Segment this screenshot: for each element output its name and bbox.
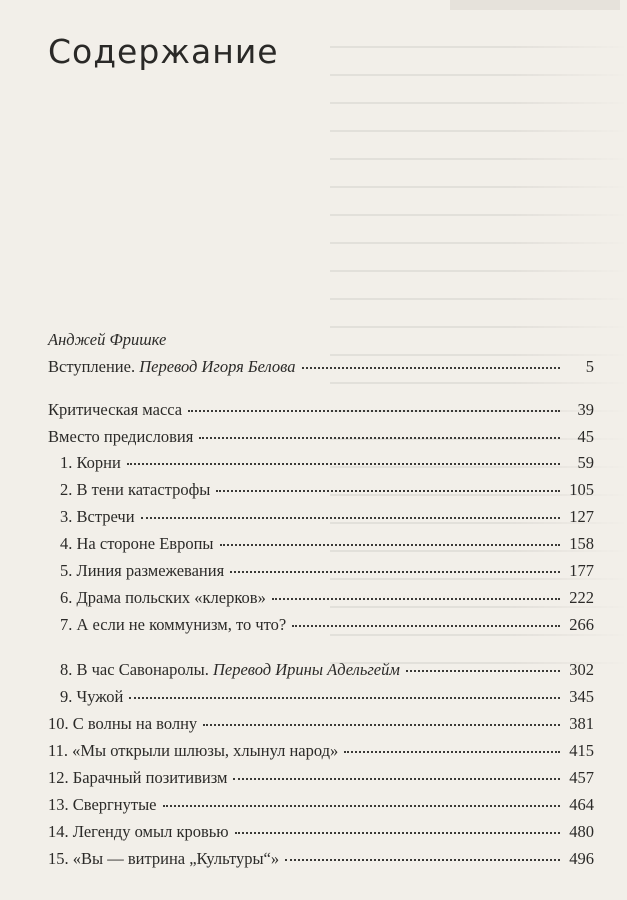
toc-translator: Перевод Ирины Адельгейм bbox=[212, 660, 400, 679]
toc-entry-label: 10. С волны на волну bbox=[48, 714, 198, 733]
toc-page-number: 45 bbox=[577, 427, 594, 446]
toc-page-number: 464 bbox=[569, 795, 594, 814]
toc-entry-chapter-1 bbox=[48, 453, 594, 473]
toc-dot-leader bbox=[203, 724, 560, 726]
toc-entry-label: 8. В час Савонаролы. Перевод Ирины Адельгейм bbox=[60, 660, 400, 679]
toc-entry-label: 2. В тени катастрофы bbox=[60, 480, 211, 499]
toc-page-number: 105 bbox=[569, 480, 594, 499]
toc-dot-leader bbox=[344, 751, 560, 753]
toc-entry-chapter-7 bbox=[48, 615, 594, 635]
toc-entry-introduction bbox=[48, 357, 594, 377]
toc-dot-leader bbox=[163, 805, 561, 807]
toc-entry-label: 12. Барачный позитивизм bbox=[48, 768, 228, 787]
toc-dot-leader bbox=[127, 463, 560, 465]
toc-entry-label: 15. «Вы — витрина „Культуры“» bbox=[48, 849, 280, 868]
toc-page-number: 457 bbox=[569, 768, 594, 787]
toc-entry-chapter-13 bbox=[48, 795, 594, 815]
page-edge-shadow bbox=[450, 0, 620, 10]
toc-page-number: 158 bbox=[569, 534, 594, 553]
author-name: Анджей Фришке bbox=[48, 330, 167, 349]
toc-dot-leader bbox=[220, 544, 561, 546]
toc-page-number: 381 bbox=[569, 714, 594, 733]
toc-page-number: 496 bbox=[569, 849, 594, 868]
toc-entry-chapter-12 bbox=[48, 768, 594, 788]
toc-dot-leader bbox=[199, 437, 560, 439]
toc-entry-label: Вступление. Перевод Игоря Белова bbox=[48, 357, 296, 376]
toc-entry-chapter-9 bbox=[48, 687, 594, 707]
toc-dot-leader bbox=[302, 367, 561, 369]
toc-translator: Перевод Игоря Белова bbox=[139, 357, 296, 376]
toc-entry-chapter-5 bbox=[48, 561, 594, 581]
toc-entry-chapter-10 bbox=[48, 714, 594, 734]
toc-entry-chapter-6 bbox=[48, 588, 594, 608]
toc-entry-label: Критическая масса bbox=[48, 400, 183, 419]
toc-page-number: 345 bbox=[569, 687, 594, 706]
toc-page-number: 177 bbox=[569, 561, 594, 580]
toc-entry-label: 6. Драма польских «клерков» bbox=[60, 588, 266, 607]
toc-page-number: 302 bbox=[569, 660, 594, 679]
toc-entry-label: 3. Встречи bbox=[60, 507, 135, 526]
toc-entry-chapter-4 bbox=[48, 534, 594, 554]
toc-dot-leader bbox=[188, 410, 560, 412]
toc-dot-leader bbox=[216, 490, 560, 492]
toc-dot-leader bbox=[233, 778, 560, 780]
toc-page-number: 415 bbox=[569, 741, 594, 760]
toc-entry-critical-mass bbox=[48, 400, 594, 420]
toc-entry-foreword bbox=[48, 427, 594, 447]
toc-entry-chapter-11 bbox=[48, 741, 594, 761]
toc-dot-leader bbox=[141, 517, 560, 519]
toc-page-number: 127 bbox=[569, 507, 594, 526]
toc-entry-label: 7. А если не коммунизм, то что? bbox=[60, 615, 287, 634]
toc-page-number: 59 bbox=[577, 453, 594, 472]
toc-dot-leader bbox=[406, 670, 560, 672]
toc-entry-chapter-15 bbox=[48, 849, 594, 869]
toc-page-number: 222 bbox=[569, 588, 594, 607]
toc-entry-label: 9. Чужой bbox=[60, 687, 124, 706]
toc-entry-chapter-14 bbox=[48, 822, 594, 842]
toc-dot-leader bbox=[230, 571, 560, 573]
toc-page-number: 480 bbox=[569, 822, 594, 841]
toc-dot-leader bbox=[292, 625, 560, 627]
toc-dot-leader bbox=[235, 832, 560, 834]
toc-entry-label: 11. «Мы открыли шлюзы, хлынул народ» bbox=[48, 741, 339, 760]
toc-entry-label: Вместо предисловия bbox=[48, 427, 194, 446]
page-title: Содержание bbox=[48, 32, 279, 71]
toc-entry-label: 4. На стороне Европы bbox=[60, 534, 214, 553]
toc-entry-label: 1. Корни bbox=[60, 453, 121, 472]
toc-dot-leader bbox=[129, 697, 560, 699]
toc-entry-chapter-8 bbox=[48, 660, 594, 680]
toc-entry-label: 14. Легенду омыл кровью bbox=[48, 822, 229, 841]
toc-entry-chapter-3 bbox=[48, 507, 594, 527]
toc-entry-label: 13. Свергнутые bbox=[48, 795, 157, 814]
toc-entry-label: 5. Линия размежевания bbox=[60, 561, 225, 580]
toc-page-number: 266 bbox=[569, 615, 594, 634]
toc-page-number: 39 bbox=[577, 400, 594, 419]
toc-page-number: 5 bbox=[585, 357, 594, 376]
toc-dot-leader bbox=[272, 598, 560, 600]
toc-dot-leader bbox=[285, 859, 560, 861]
toc-entry-chapter-2 bbox=[48, 480, 594, 500]
